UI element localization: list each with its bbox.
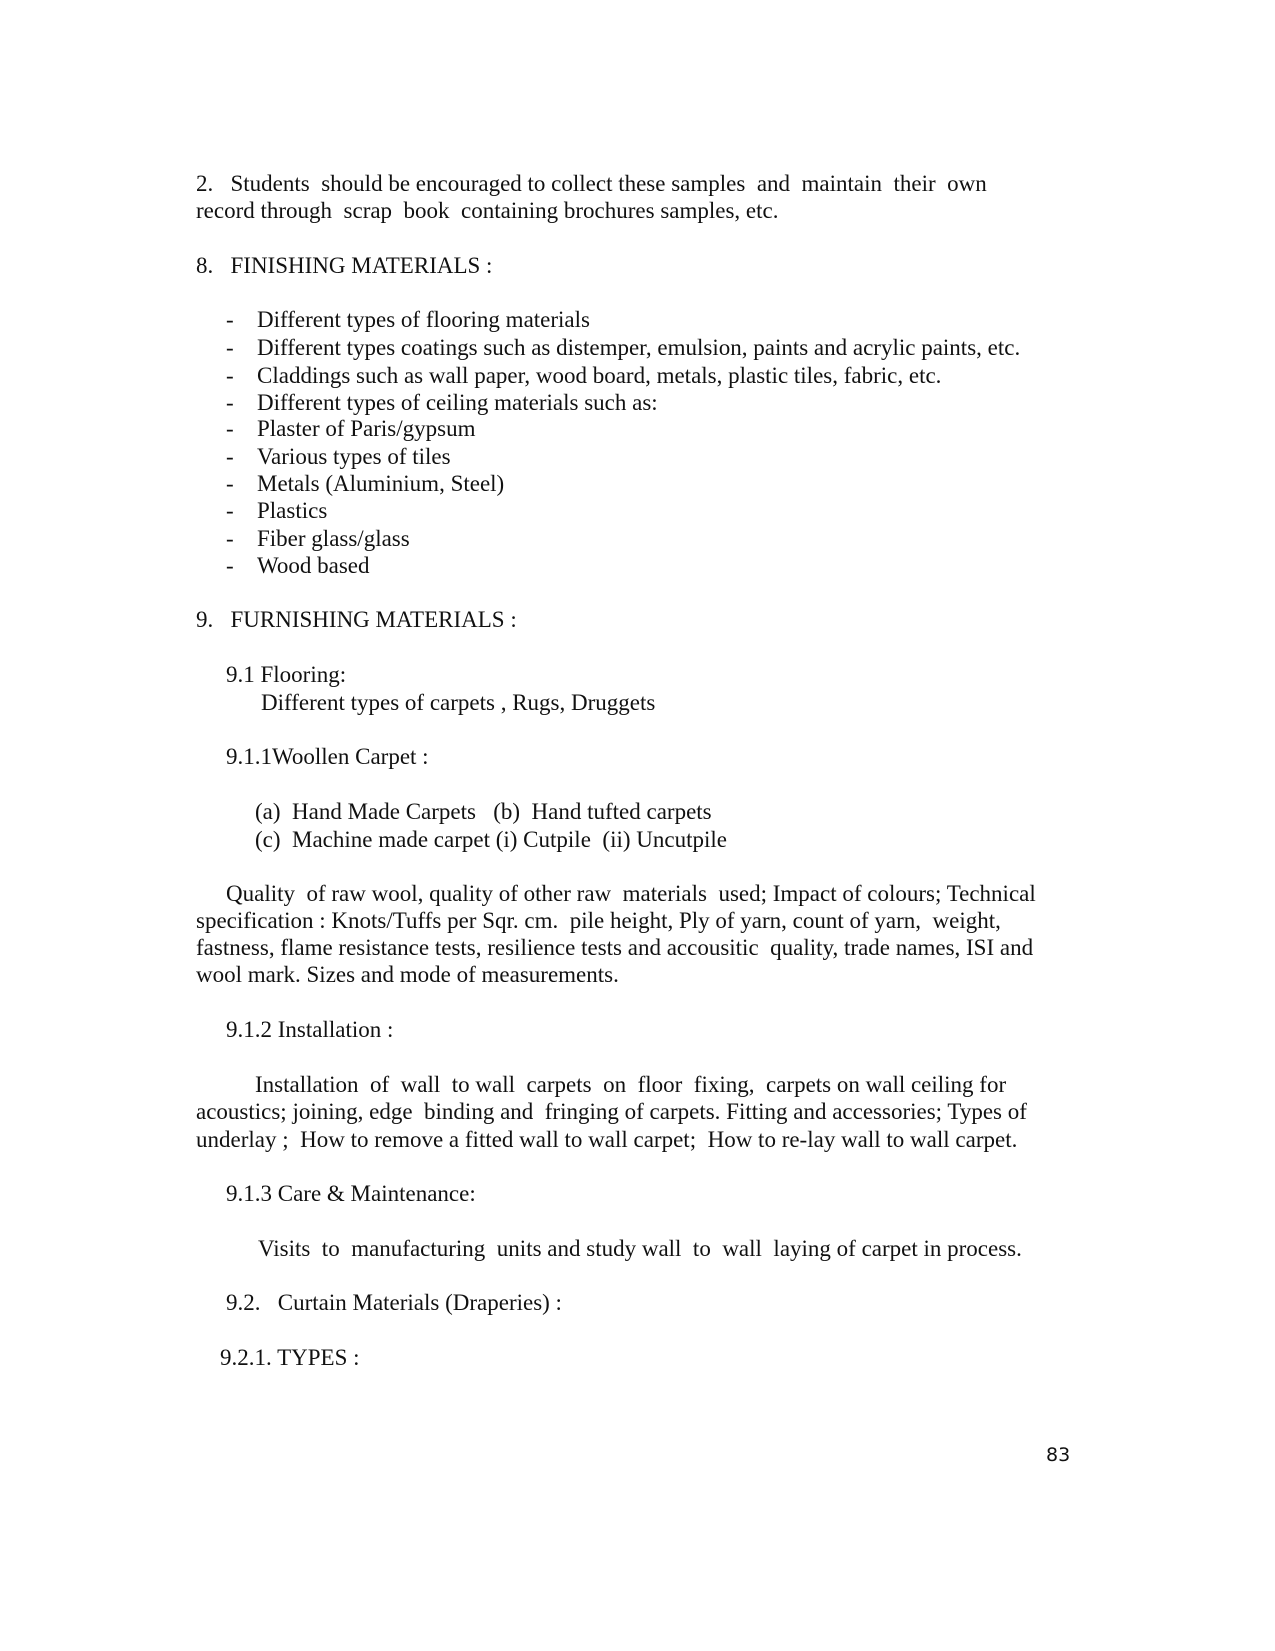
- intro-line-2: record through scrap book containing brochures samples, etc.: [196, 198, 779, 223]
- list-item-text: Metals (Aluminium, Steel): [257, 471, 505, 496]
- installation-line-2: acoustics; joining, edge binding and fringing of carpets. Fitting and accessories; Types of: [196, 1099, 1027, 1124]
- list-item-text: Fiber glass/glass: [257, 526, 410, 551]
- flooring-heading: 9.1 Flooring:: [226, 662, 347, 687]
- section-9-heading: 9. FURNISHING MATERIALS :: [196, 607, 517, 632]
- installation-heading: 9.1.2 Installation :: [226, 1017, 394, 1042]
- quality-line-2: specification : Knots/Tuffs per Sqr. cm. pile height, Ply of yarn, count of yarn, weight,: [196, 908, 1001, 933]
- bullet-dash: -: [226, 307, 234, 332]
- bullet-dash: -: [226, 335, 234, 360]
- quality-line-4: wool mark. Sizes and mode of measurements.: [196, 962, 619, 987]
- bullet-dash: -: [226, 498, 234, 523]
- list-item-text: Different types of flooring materials: [257, 307, 590, 332]
- list-item-text: Plaster of Paris/gypsum: [257, 416, 476, 441]
- list-item-text: Claddings such as wall paper, wood board, metals, plastic tiles, fabric, etc.: [257, 363, 942, 388]
- list-item-text: Different types of ceiling materials such as:: [257, 390, 658, 415]
- quality-line-1: Quality of raw wool, quality of other raw materials used; Impact of colours; Technical: [226, 881, 1036, 906]
- bullet-dash: -: [226, 444, 234, 469]
- woollen-types-line-2: (c) Machine made carpet (i) Cutpile (ii) Uncutpile: [255, 827, 727, 852]
- woollen-carpet-heading: 9.1.1Woollen Carpet :: [226, 744, 429, 769]
- bullet-dash: -: [226, 390, 234, 415]
- care-maintenance-heading: 9.1.3 Care & Maintenance:: [226, 1181, 476, 1206]
- bullet-dash: -: [226, 553, 234, 578]
- bullet-dash: -: [226, 471, 234, 496]
- intro-line-1: 2. Students should be encouraged to collect these samples and maintain their own: [196, 171, 987, 196]
- woollen-types-line-1: (a) Hand Made Carpets (b) Hand tufted carpets: [255, 799, 712, 824]
- quality-line-3: fastness, flame resistance tests, resilience tests and accousitic quality, trade names, ISI and: [196, 935, 1034, 960]
- bullet-dash: -: [226, 416, 234, 441]
- list-item-text: Different types coatings such as distemper, emulsion, paints and acrylic paints, etc.: [257, 335, 1021, 360]
- curtain-materials-heading: 9.2. Curtain Materials (Draperies) :: [226, 1290, 562, 1315]
- care-maintenance-text: Visits to manufacturing units and study wall to wall laying of carpet in process.: [258, 1236, 1022, 1261]
- types-heading: 9.2.1. TYPES :: [220, 1345, 360, 1370]
- list-item-text: Plastics: [257, 498, 328, 523]
- flooring-text: Different types of carpets , Rugs, Druggets: [261, 690, 656, 715]
- installation-line-3: underlay ; How to remove a fitted wall to wall carpet; How to re-lay wall to wall carpet.: [196, 1127, 1018, 1152]
- list-item-text: Various types of tiles: [257, 444, 451, 469]
- bullet-dash: -: [226, 363, 234, 388]
- page-number: 83: [1046, 1444, 1071, 1466]
- installation-line-1: Installation of wall to wall carpets on floor fixing, carpets on wall ceiling for: [255, 1072, 1007, 1097]
- bullet-dash: -: [226, 526, 234, 551]
- list-item-text: Wood based: [257, 553, 370, 578]
- section-8-heading: 8. FINISHING MATERIALS :: [196, 253, 493, 278]
